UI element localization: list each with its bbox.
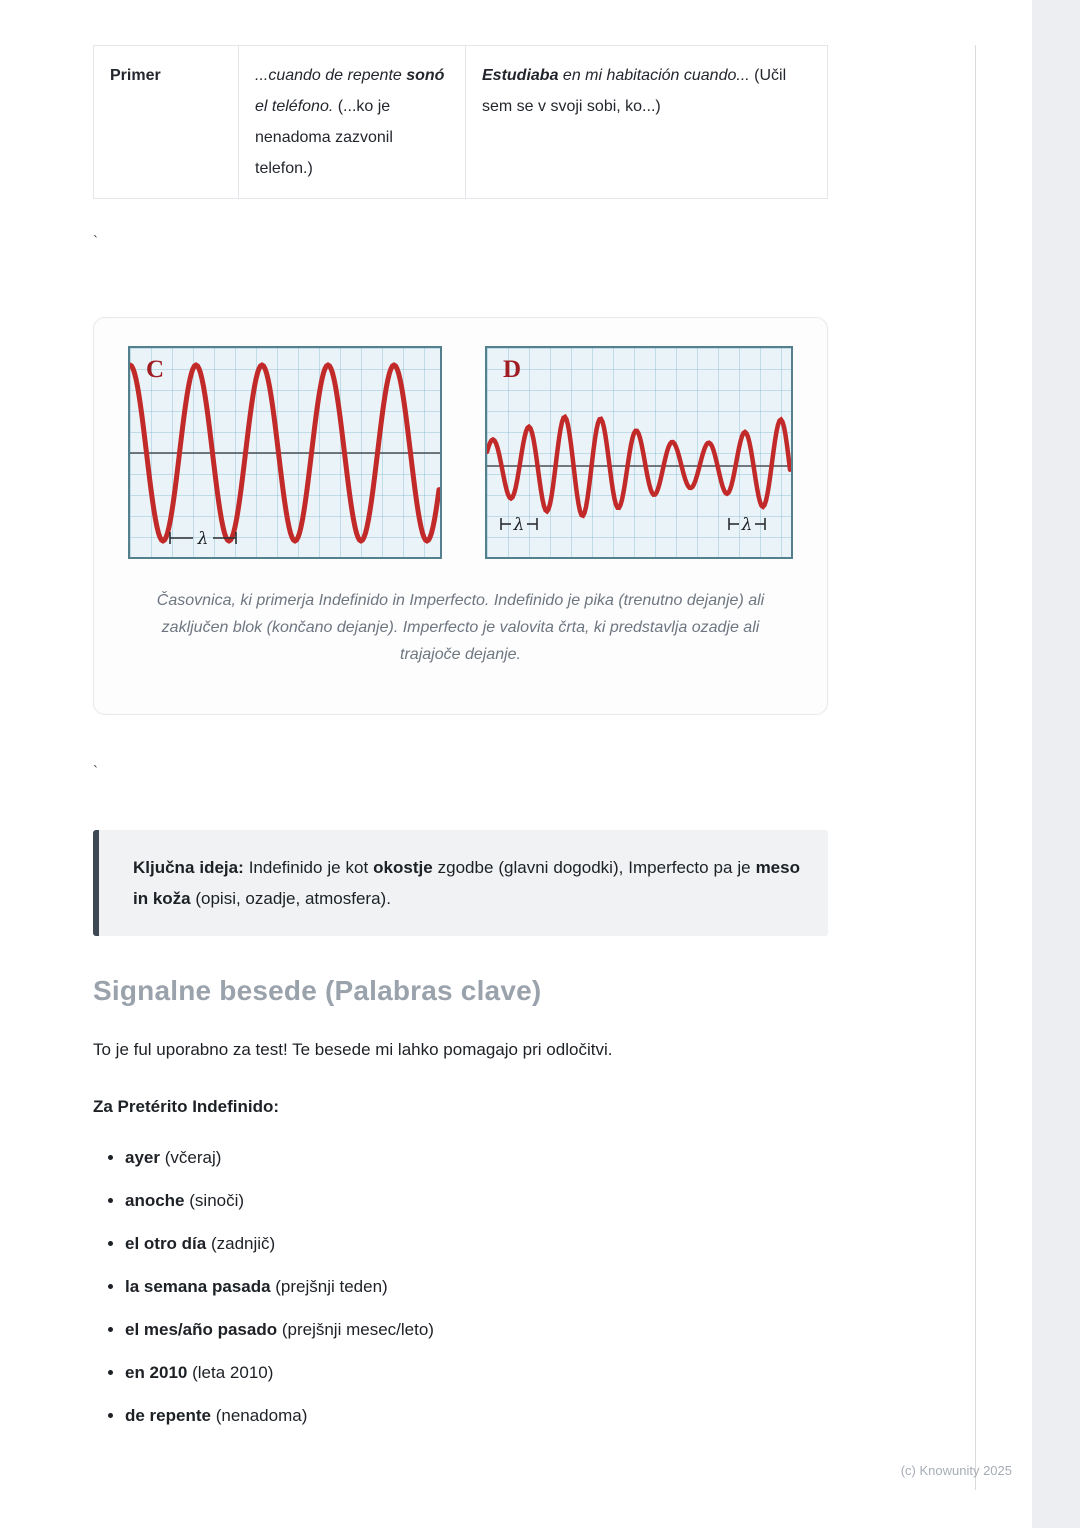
example-imperfecto-cell	[466, 46, 828, 199]
wave-chart-d	[487, 348, 791, 557]
signal-word-term: de repente	[125, 1406, 211, 1425]
figure-card	[93, 317, 828, 715]
lambda-label: λ	[197, 529, 209, 549]
lambda-label: λ	[741, 515, 753, 535]
panel-label-c: C	[146, 356, 165, 383]
scrollbar-track[interactable]	[1032, 0, 1080, 1528]
signal-word-item	[125, 1189, 845, 1212]
example-text: el teléfono.	[255, 98, 334, 115]
intro-paragraph: To je ful uporabno za test! Te besede mi lahko pomagajo pri odločitvi.	[93, 1040, 613, 1059]
panel-label-d: D	[503, 356, 522, 383]
wave-panel-d	[485, 346, 793, 559]
signal-word-translation: (včeraj)	[159, 1148, 222, 1167]
signal-word-item	[125, 1146, 845, 1169]
callout-text: zgodbe (glavni dogodki), Imperfecto pa je	[432, 858, 756, 877]
signal-word-translation: (leta 2010)	[187, 1363, 274, 1382]
signal-word-term: en 2010	[125, 1363, 188, 1382]
key-idea-callout	[93, 830, 828, 936]
list-title: Za Pretérito Indefinido:	[93, 1097, 280, 1116]
figure-caption: Časovnica, ki primerja Indefinido in Imperfecto. Indefinido je pika (trenutno dejanje) ali zaključen blok (končano dejanje). Imperfecto je valovita črta, ki predstavlja ozadje ali trajajoče dejanje.	[156, 592, 765, 663]
signal-word-term: el otro día	[125, 1234, 207, 1253]
callout-text: Indefinido je kot	[243, 858, 374, 877]
stray-backtick-1: `	[93, 233, 98, 250]
lambda-label: λ	[513, 515, 525, 535]
signal-word-item	[125, 1275, 845, 1298]
wave-panel-c	[128, 346, 442, 559]
signal-word-term: el mes/año pasado	[125, 1320, 278, 1339]
example-text-bold: Estudiaba	[482, 67, 559, 84]
signal-word-item	[125, 1232, 845, 1255]
example-table	[93, 45, 828, 199]
table-row-label: Primer	[94, 46, 239, 199]
example-text: ...cuando de repente	[255, 67, 407, 84]
signal-word-item	[125, 1318, 845, 1341]
signal-word-term: ayer	[125, 1148, 160, 1167]
stray-backtick-2: `	[93, 763, 98, 780]
signal-word-term: la semana pasada	[125, 1277, 271, 1296]
page-edge-divider	[975, 45, 976, 1490]
section-heading: Signalne besede (Palabras clave)	[93, 975, 542, 1006]
callout-bold: meso in koža	[133, 858, 800, 908]
callout-label: Ključna ideja:	[133, 858, 244, 877]
wave-chart-c	[130, 348, 440, 557]
example-translation: (Učil sem se v svoji sobi, ko...)	[482, 67, 787, 115]
signal-word-translation: (sinoči)	[184, 1191, 245, 1210]
example-translation: (...ko je nenadoma zazvonil telefon.)	[255, 98, 393, 177]
table-row	[94, 46, 828, 199]
signal-word-item	[125, 1361, 845, 1384]
callout-text: (opisi, ozadje, atmosfera).	[190, 889, 391, 908]
wave-panels	[128, 346, 793, 559]
example-text: en mi habitación cuando...	[558, 67, 755, 84]
signal-word-item	[125, 1404, 845, 1427]
copyright-footer: (c) Knowunity 2025	[900, 1463, 1012, 1478]
signal-words-list	[93, 1146, 845, 1447]
signal-word-term: anoche	[125, 1191, 185, 1210]
signal-word-translation: (zadnjič)	[206, 1234, 276, 1253]
example-text-bold: sonó	[406, 67, 445, 84]
signal-word-translation: (prejšnji mesec/leto)	[277, 1320, 434, 1339]
example-indefinido-cell	[239, 46, 466, 199]
callout-bold: okostje	[373, 858, 433, 877]
signal-word-translation: (nenadoma)	[210, 1406, 308, 1425]
signal-word-translation: (prejšnji teden)	[270, 1277, 388, 1296]
